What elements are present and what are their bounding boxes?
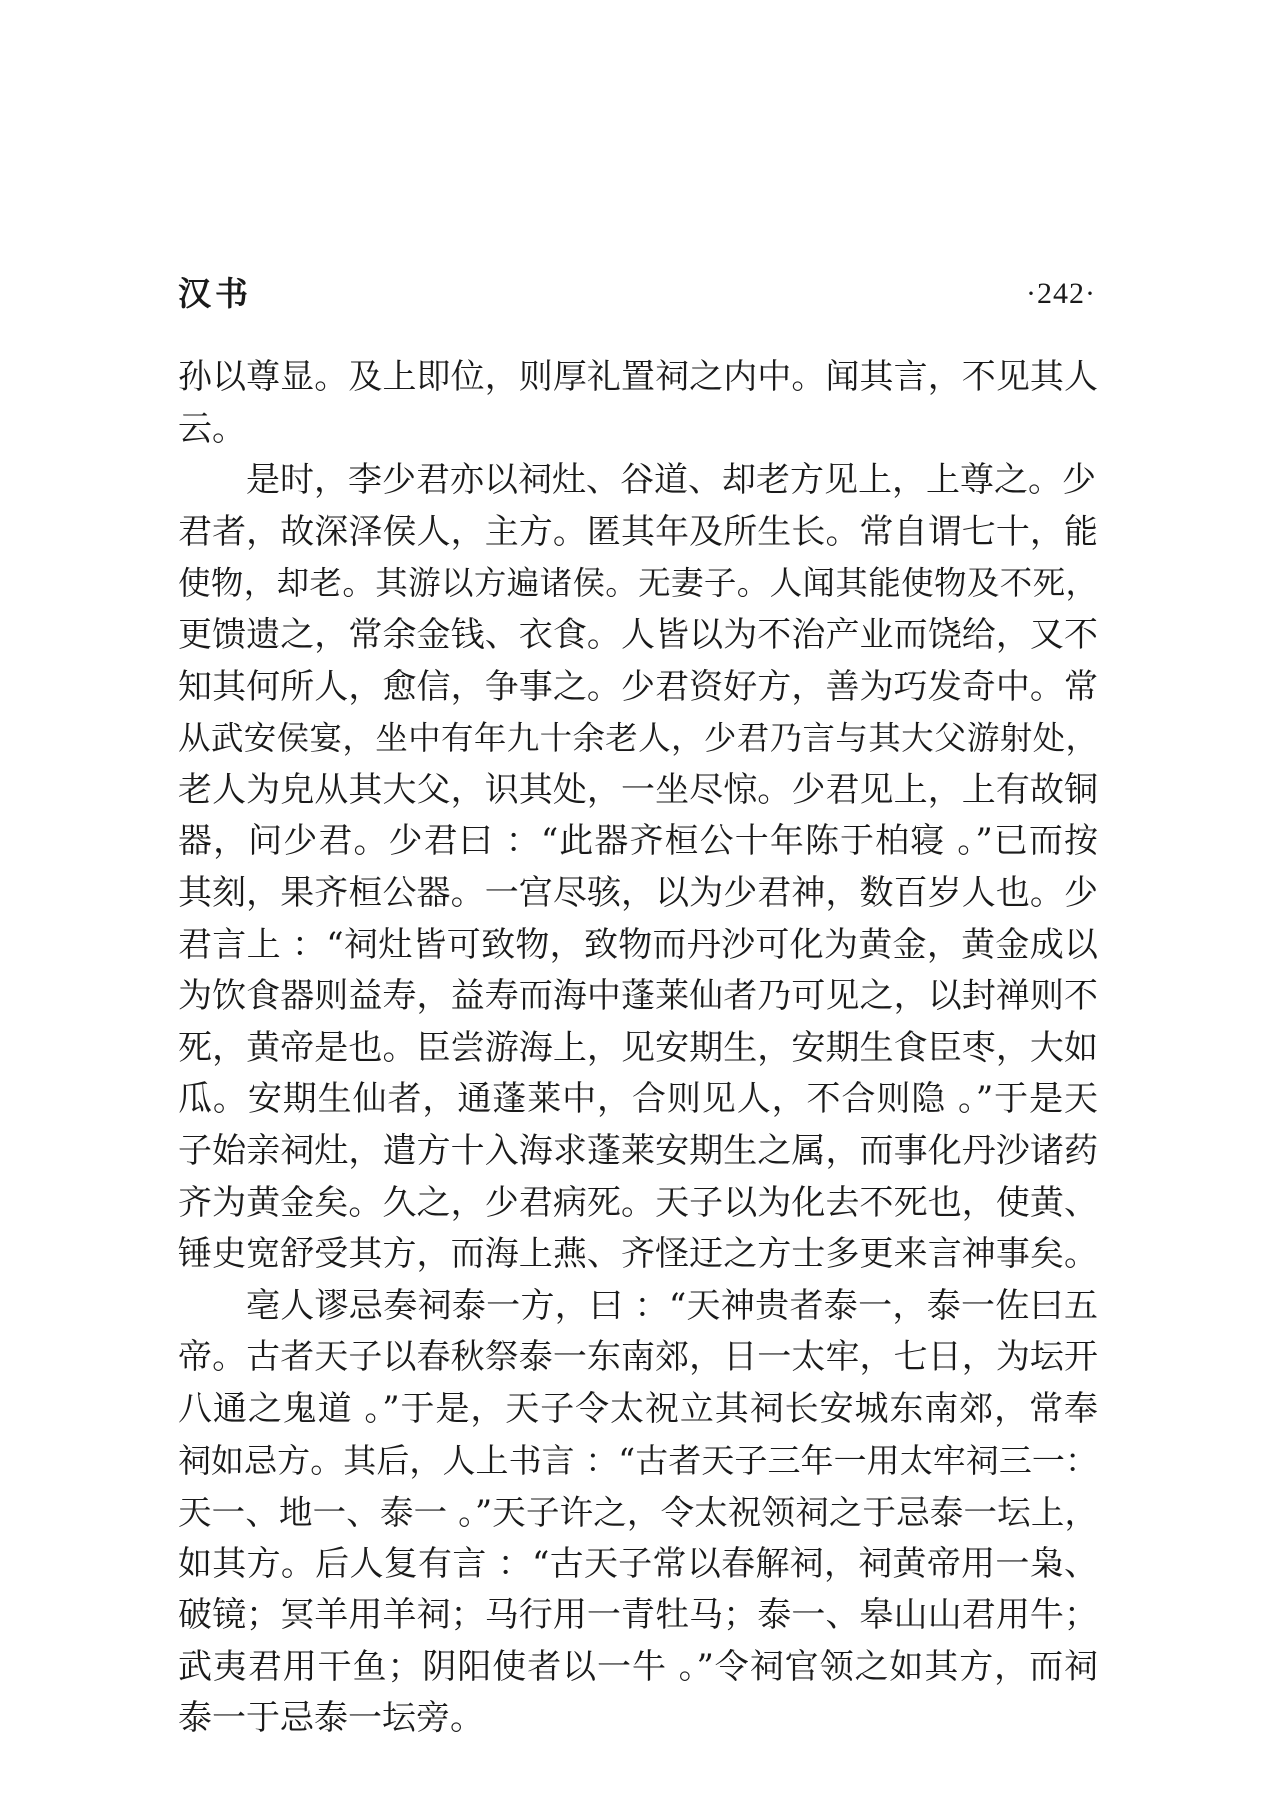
text-line: 是时，李少君亦以祠灶、谷道、却老方见上，上尊之。少 bbox=[246, 460, 1096, 501]
running-header bbox=[178, 270, 1096, 318]
text-line: 祠如忌方。其后，人上书言 ：“古者天子三年一用太牢祠三一： bbox=[178, 1441, 1099, 1481]
text-line: 其刻，果齐桓公器。一宫尽骇，以为少君神，数百岁人也。少 bbox=[178, 872, 1099, 913]
text-line: 齐为黄金矣。久之，少君病死。天子以为化去不死也，使黄、 bbox=[178, 1182, 1099, 1223]
text-line: 老人为皃从其大父，识其处，一坐尽惊。少君见上，上有故铜 bbox=[178, 769, 1099, 810]
text-line: 八通之鬼道 。”于是，天子令太祝立其祠长安城东南郊，常奉 bbox=[178, 1388, 1099, 1429]
text-line: 从武安侯宴，坐中有年九十余老人，少君乃言与其大父游射处， bbox=[178, 719, 1099, 758]
text-line: 知其何所人，愈信，争事之。少君资好方，善为巧发奇中。常 bbox=[178, 666, 1099, 707]
text-line: 亳人谬忌奏祠泰一方，曰 ：“天神贵者泰一，泰一佐曰五 bbox=[246, 1285, 1099, 1326]
text-line: 君者，故深泽侯人，主方。匿其年及所生长。常自谓七十，能 bbox=[178, 511, 1099, 552]
text-line: 死，黄帝是也。臣尝游海上，见安期生，安期生食臣枣，大如 bbox=[178, 1027, 1099, 1068]
text-line: 器，问少君。少君曰 ：“此器齐桓公十年陈于柏寝 。”已而按 bbox=[178, 821, 1100, 862]
text-line: 锤史宽舒受其方，而海上燕、齐怪迂之方士多更来言神事矣。 bbox=[178, 1234, 1099, 1275]
text-line: 如其方。后人复有言 ：“古天子常以春解祠，祠黄帝用一枭、 bbox=[178, 1543, 1099, 1584]
text-line: 使物，却老。其游以方遍诸侯。无妻子。人闻其能使物及不死， bbox=[178, 564, 1099, 603]
text-line: 泰一于忌泰一坛旁。 bbox=[178, 1698, 484, 1739]
text-line: 武夷君用干鱼；阴阳使者以一牛 。”令祠官领之如其方，而祠 bbox=[178, 1646, 1099, 1687]
text-line: 破镜；冥羊用羊祠；马行用一青牡马；泰一、皋山山君用牛； bbox=[178, 1595, 1099, 1636]
body-text bbox=[178, 352, 1098, 1745]
text-line: 更馈遗之，常余金钱、衣食。人皆以为不治产业而饶给，又不 bbox=[178, 614, 1099, 655]
text-line: 帝。古者天子以春秋祭泰一东南郊，日一太牢，七日，为坛开 bbox=[178, 1337, 1099, 1378]
text-line: 云。 bbox=[178, 408, 246, 449]
text-line: 君言上 ：“祠灶皆可致物，致物而丹沙可化为黄金，黄金成以 bbox=[178, 924, 1099, 965]
text-line: 孙以尊显。及上即位，则厚礼置祠之内中。闻其言，不见其人 bbox=[178, 357, 1099, 397]
text-line: 子始亲祠灶，遣方十入海求蓬莱安期生之属，而事化丹沙诸药 bbox=[178, 1130, 1099, 1171]
text-line: 天一、地一、泰一 。”天子许之，令太祝领祠之于忌泰一坛上， bbox=[178, 1493, 1099, 1533]
page-number: ·242· bbox=[1026, 277, 1096, 310]
text-line: 瓜。安期生仙者，通蓬莱中，合则见人，不合则隐 。”于是天 bbox=[178, 1079, 1099, 1120]
book-title: 汉书 bbox=[178, 274, 252, 313]
text-line: 为饮食器则益寿，益寿而海中蓬莱仙者乃可见之，以封禅则不 bbox=[178, 976, 1099, 1017]
